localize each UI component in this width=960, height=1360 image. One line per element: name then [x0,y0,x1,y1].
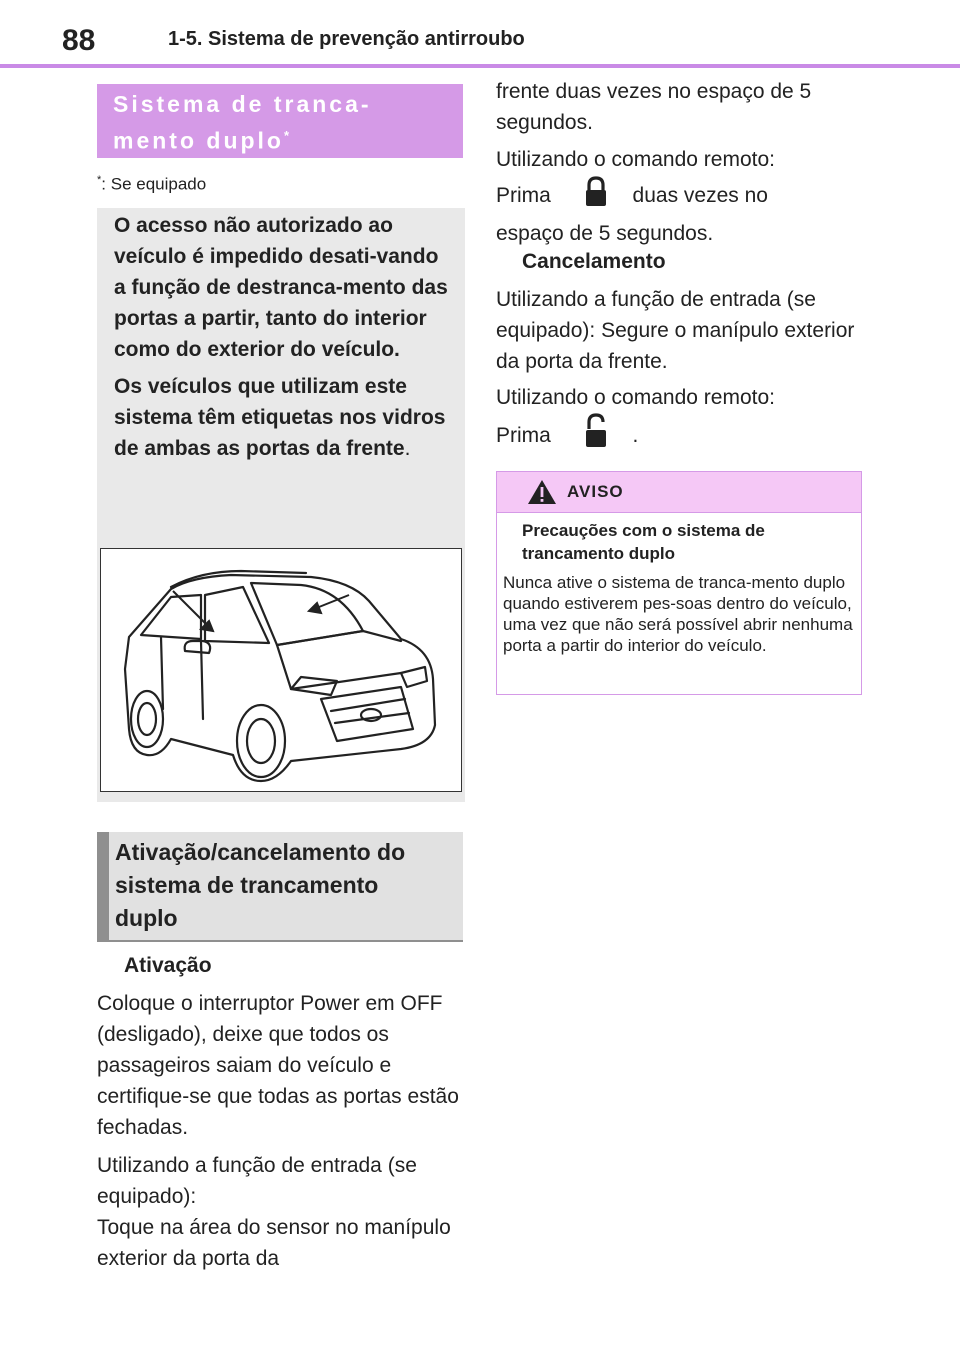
subsection-heading-line2: sistema de trancamento [115,872,379,898]
unlock-icon [579,413,613,460]
car-illustration [101,549,461,791]
remote-lock-instruction: Utilizando o comando remoto: Prima duas vezes no espaço de 5 segundos. [496,148,775,245]
section-heading-line1: Sistema de tranca- [113,91,372,117]
activation-paragraph-2: Utilizando a função de entrada (se equipado): Toque na área do sensor no manípulo exterior da porta da [97,1154,451,1270]
warning-triangle-icon [527,479,557,510]
footnote-asterisk: * [97,174,102,186]
intro-paragraph-1: O acesso não autorizado ao veículo é impedido desati-vando a função de destranca-mento das portas a partir, tanto do interior como do exterior do veículo. [114,214,448,361]
section-heading-double-lock [97,84,463,158]
activation-title: Ativação [124,954,212,977]
footnote: *: Se equipado [97,174,207,194]
intro-paragraph-2: Os veículos que utilizam este sistema têm etiquetas nos vidros de ambas as portas da frente. [114,375,446,460]
warning-title: Precauções com o sistema de trancamento duplo [522,521,765,563]
warning-label: AVISO [567,482,624,501]
warning-body: Nunca ative o sistema de tranca-mento duplo quando estiverem pes-soas dentro do veículo, uma vez que não será possível abrir nenhuma porta a partir do interior do veículo. [503,573,853,655]
section-title: 1-5. Sistema de prevenção antirroubo [168,28,525,50]
page-number: 88 [62,24,96,57]
lock-icon [579,175,613,218]
cancel-paragraph: Utilizando a função de entrada (se equipado): Segure o manípulo exterior da porta da frente. [496,288,855,373]
car-illustration-frame [100,548,462,792]
subsection-heading [97,832,463,942]
section-heading-line2: mento duplo* [113,127,290,154]
cancel-remote-instruction: Utilizando o comando remoto: Prima . [496,382,852,460]
intro-text [114,210,450,470]
activation-paragraph-1: Coloque o interruptor Power em OFF (desligado), deixe que todos os passageiros saiam do veículo e certifique-se que todas as portas estão fechadas. [97,992,459,1139]
title-asterisk: * [283,128,290,143]
header-rule [0,64,960,68]
cancel-title: Cancelamento [522,250,666,273]
subsection-heading-line1: Ativação/cancelamento do [115,839,406,865]
activation-continued: frente duas vezes no espaço de 5 segundos. [496,80,812,134]
subsection-heading-line3: duplo [115,905,178,931]
